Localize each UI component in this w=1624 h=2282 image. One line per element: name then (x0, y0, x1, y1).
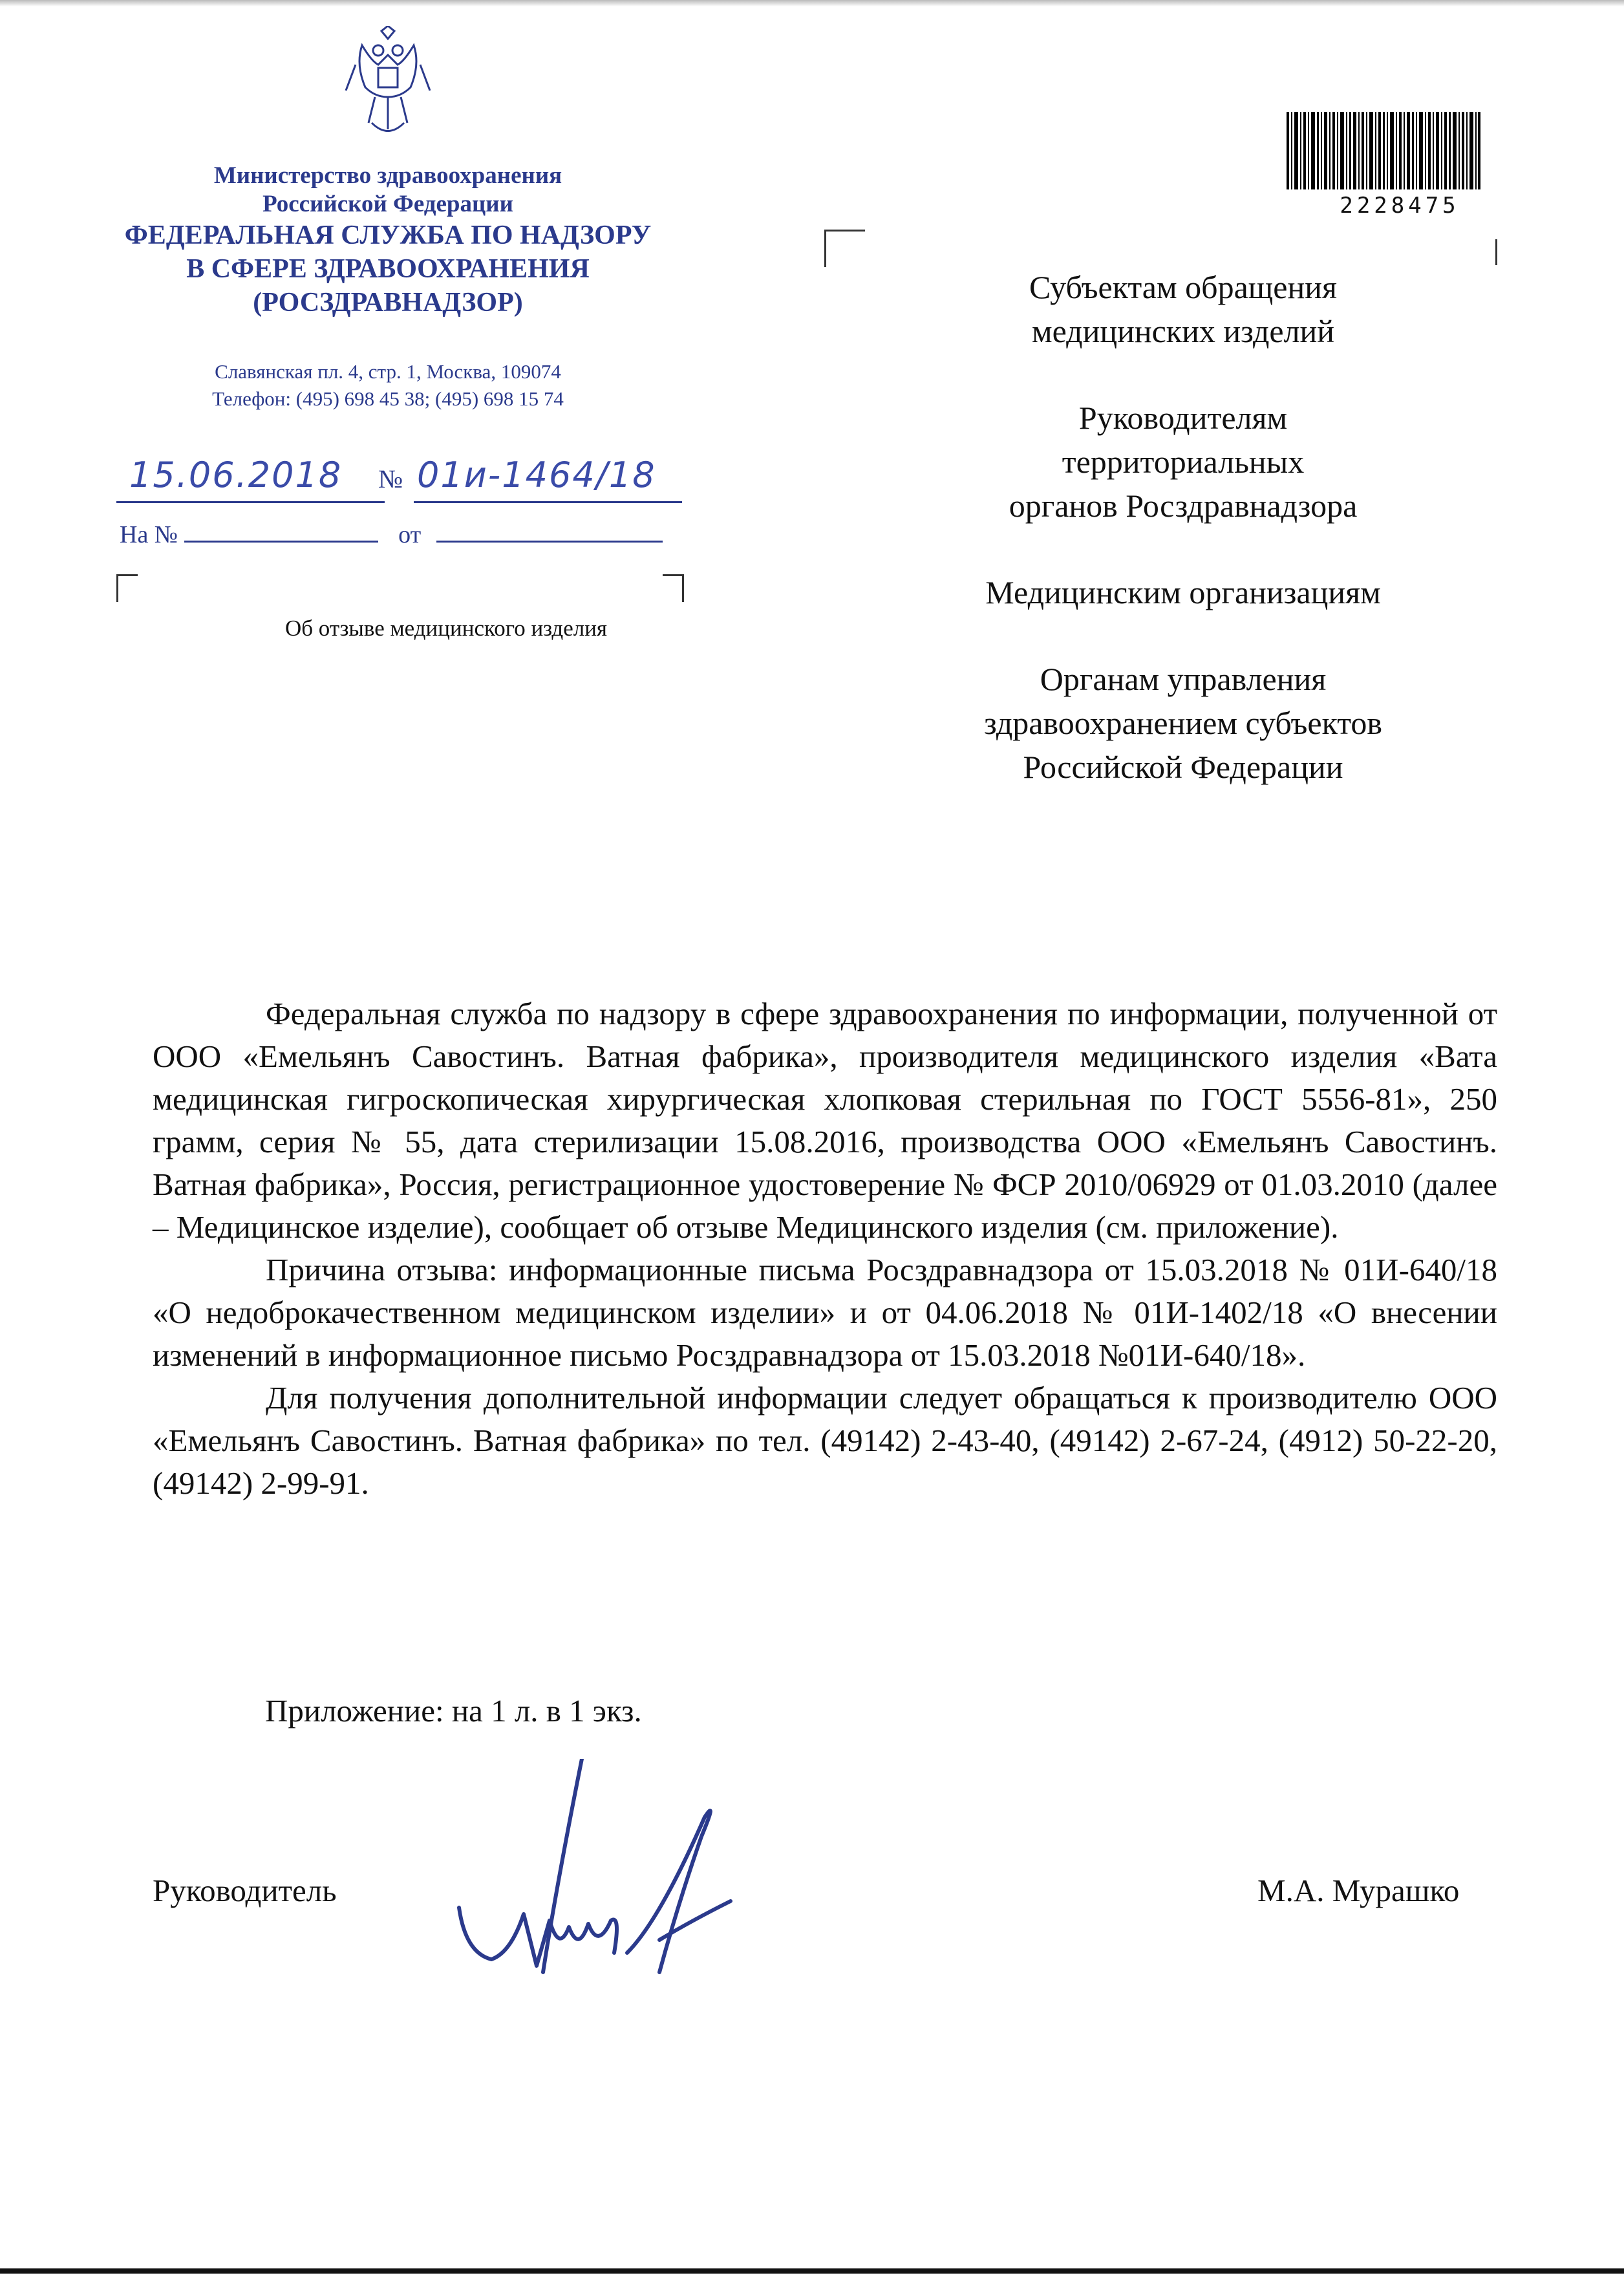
recipient-4-line-2: здравоохранением субъектов (983, 705, 1383, 741)
reference-row (120, 521, 663, 549)
ministry-line-1: Министерство здравоохранения (213, 162, 562, 189)
subject-corner-right (663, 574, 684, 602)
recipient-2-line-3: органов Росздравнадзора (1009, 488, 1358, 524)
contact-info (129, 358, 646, 413)
ref-prefix: На № (120, 521, 178, 548)
ref-from: от (398, 521, 422, 548)
letter-body (153, 993, 1497, 1505)
scan-edge-top (0, 0, 1624, 6)
recipient-1-line-1: Субъектам обращения (1029, 269, 1337, 305)
ref-number-line (184, 521, 378, 543)
recipient-3 (892, 570, 1474, 614)
letter-subject: Об отзыве медицинского изделия (284, 616, 608, 641)
ref-date-line (436, 521, 663, 543)
registration-date: 15.06.2018 (129, 455, 343, 495)
subject-corner-left (116, 574, 138, 602)
recipient-4-line-3: Российской Федерации (1023, 749, 1343, 785)
service-line-2: В СФЕРЕ ЗДРАВООХРАНЕНИЯ (186, 254, 590, 284)
barcode-image (1287, 112, 1480, 189)
recipient-2-line-1: Руководителям (1078, 400, 1288, 436)
recipient-4 (892, 657, 1474, 789)
registration-row (116, 455, 763, 506)
recipient-1 (892, 265, 1474, 353)
signatory-name: М.А. Мурашко (1257, 1873, 1460, 1908)
recipient-corner-right (1495, 239, 1497, 265)
body-paragraph-2: Причина отзыва: информационные письма Росздравнадзора от 15.03.2018 № 01И-640/18 «О недоброкачественном медицинском изделии» и от 04.06.2018 № 01И-1402/18 «О внесении изменений в информационное письмо Росздравнадзора от 15.03.2018 №01И-640/18». (153, 1252, 1497, 1373)
date-underline (116, 501, 385, 503)
body-paragraph-1: Федеральная служба по надзору в сфере здравоохранения по информации, полученной от ООО «Емельянъ Савостинъ. Ватная фабрика», производителя медицинского изделия «Вата медицинская гигроскопическая хирургическая хлопковая стерильная по ГОСТ 5556-81», 250 грамм, серия № 55, дата стерилизации 15.08.2016, производства ООО «Емельянъ Савостинъ. Ватная фабрика», Россия, регистрационное удостоверение № ФСР 2010/06929 от 01.03.2010 (далее – Медицинское изделие), сообщает об отзыве Медицинского изделия (см. приложение). (153, 996, 1497, 1245)
handwritten-signature (446, 1759, 782, 1979)
recipients-block (892, 265, 1474, 832)
number-underline (414, 501, 682, 503)
phone: Телефон: (495) 698 45 38; (495) 698 15 74 (212, 387, 564, 410)
registration-number: 01и-1464/18 (417, 455, 656, 495)
ministry-name (162, 162, 614, 219)
appendix-note: Приложение: на 1 л. в 1 экз. (265, 1693, 642, 1728)
recipient-1-line-2: медицинских изделий (1031, 313, 1335, 349)
address: Славянская пл. 4, стр. 1, Москва, 109074 (215, 360, 561, 383)
recipient-corner-left (824, 230, 865, 267)
barcode-number: 2228475 (1340, 193, 1460, 219)
service-line-1: ФЕДЕРАЛЬНАЯ СЛУЖБА ПО НАДЗОРУ (124, 221, 652, 250)
recipient-3-line-1: Медицинским организациям (985, 574, 1381, 610)
body-paragraph-3: Для получения дополнительной информации следует обращаться к производителю ООО «Емельянъ Савостинъ. Ватная фабрика» по тел. (49142) 2-43-40, (49142) 2-67-24, (4912) 50-22-20, (49142) 2-99-91. (153, 1380, 1497, 1501)
recipient-2 (892, 396, 1474, 528)
scan-edge-bottom (0, 2268, 1624, 2274)
service-line-3: (РОСЗДРАВНАДЗОР) (253, 288, 523, 318)
coat-of-arms-emblem (343, 26, 433, 155)
recipient-4-line-1: Органам управления (1040, 661, 1327, 697)
number-sign: № (378, 464, 403, 493)
ministry-line-2: Российской Федерации (262, 191, 513, 217)
recipient-2-line-2: территориальных (1062, 444, 1305, 480)
signatory-position: Руководитель (153, 1873, 337, 1908)
service-name (110, 219, 666, 319)
